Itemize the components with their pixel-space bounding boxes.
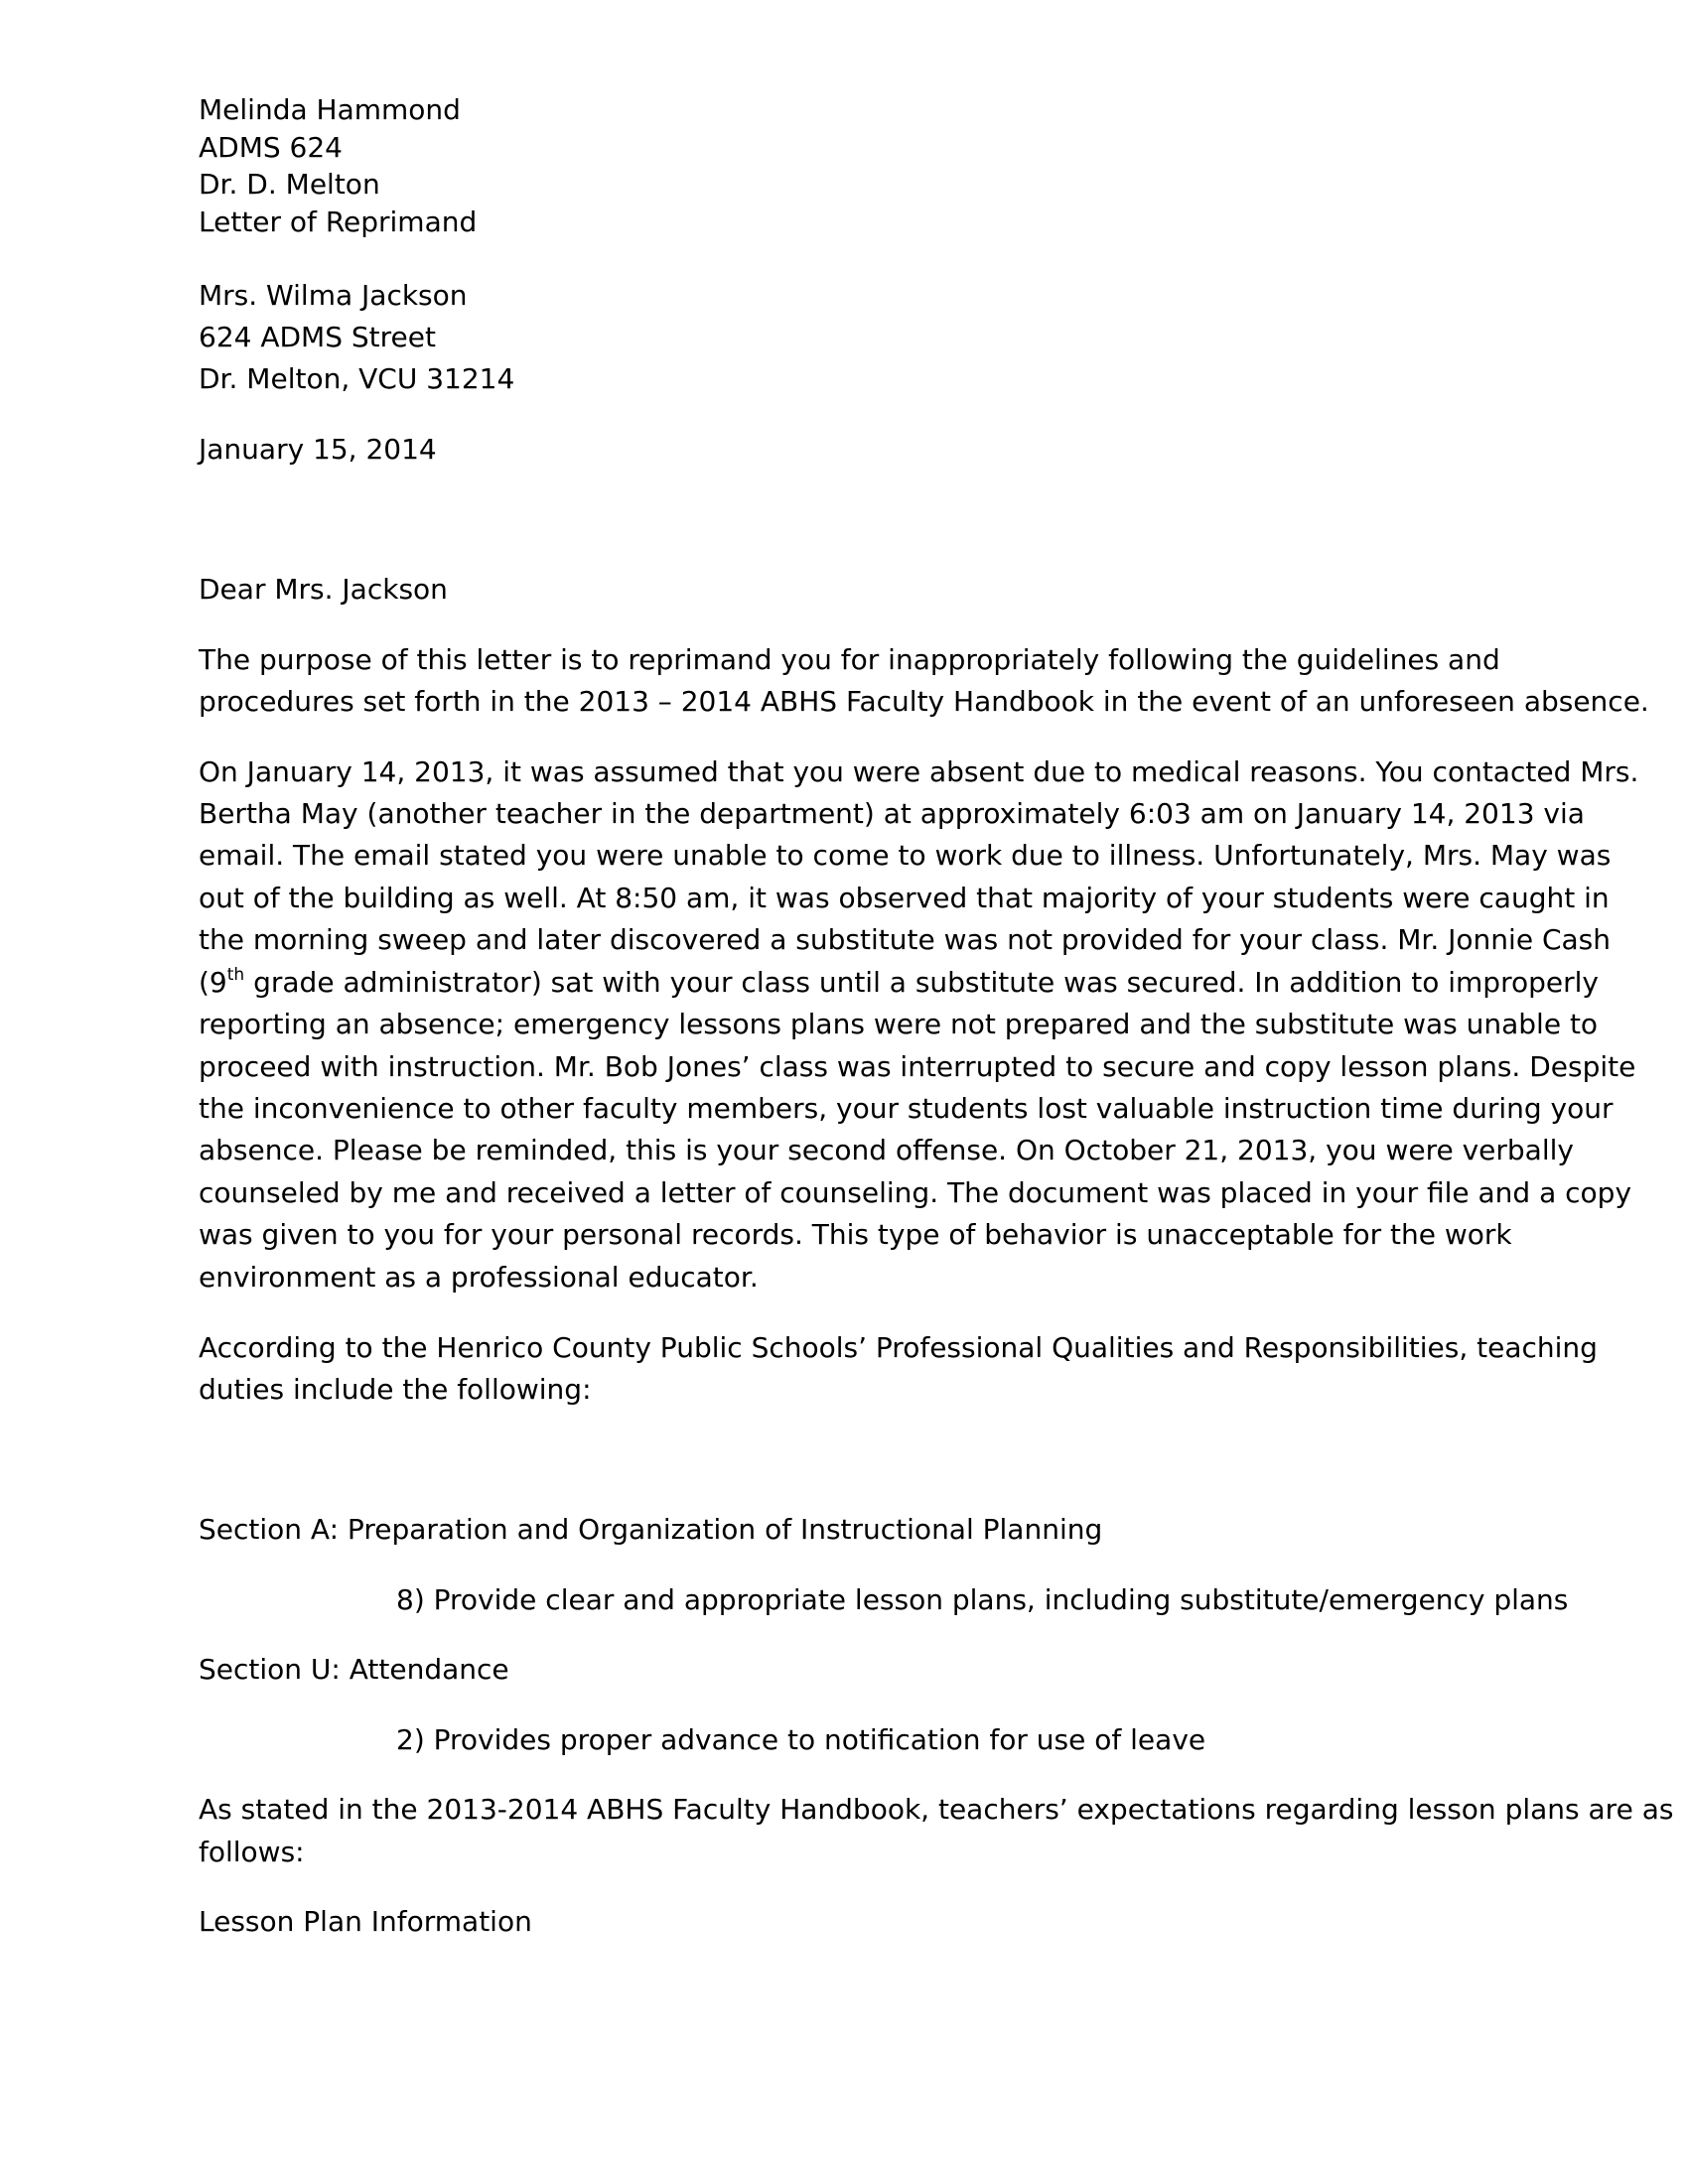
author-name: Melinda Hammond (199, 93, 461, 126)
paragraph-line: was given to you for your personal records. This type of behavior is unacceptable for the work (199, 1218, 1512, 1251)
letter-date: January 15, 2014 (199, 433, 437, 466)
paragraph-line: proceed with instruction. Mr. Bob Jones’ class was interrupted to secure and copy lesson plans. Despite (199, 1050, 1636, 1083)
paragraph-line: out of the building as well. At 8:50 am, it was observed that majority of your students were caught in (199, 882, 1610, 914)
lesson-plan-subheading: Lesson Plan Information (199, 1905, 532, 1938)
paragraph-line: reporting an absence; emergency lessons plans were not prepared and the substitute was unable to (199, 1008, 1599, 1040)
section-a-item: 8) Provide clear and appropriate lesson plans, including substitute/emergency plans (396, 1583, 1569, 1616)
paragraph-line: environment as a professional educator. (199, 1261, 759, 1294)
recipient-name: Mrs. Wilma Jackson (199, 279, 468, 312)
paragraph-line: The purpose of this letter is to reprimand you for inappropriately following the guidelines and (199, 643, 1500, 676)
recipient-city: Dr. Melton, VCU 31214 (199, 362, 515, 395)
recipient-street: 624 ADMS Street (199, 321, 436, 353)
line-rest: grade administrator) sat with your class until a substitute was secured. In addition to improperly (244, 966, 1599, 999)
paragraph-line: counseled by me and received a letter of counseling. The document was placed in your file and a copy (199, 1176, 1632, 1209)
instructor-name: Dr. D. Melton (199, 168, 380, 201)
paragraph-line: On January 14, 2013, it was assumed that you were absent due to medical reasons. You contacted Mrs. (199, 755, 1639, 788)
paragraph-line: the morning sweep and later discovered a substitute was not provided for your class. Mr. Jonnie Cash (199, 923, 1611, 956)
section-a-title: Section A: Preparation and Organization of Instructional Planning (199, 1513, 1103, 1546)
paragraph-line: procedures set forth in the 2013 – 2014 ABHS Faculty Handbook in the event of an unforeseen absence. (199, 685, 1649, 718)
paragraph-line: As stated in the 2013-2014 ABHS Faculty Handbook, teachers’ expectations regarding lesson plans are as (199, 1793, 1674, 1826)
section-u-title: Section U: Attendance (199, 1653, 509, 1686)
salutation: Dear Mrs. Jackson (199, 573, 448, 606)
paragraph-line: follows: (199, 1836, 305, 1868)
paragraph-line-with-superscript (199, 965, 1599, 999)
paragraph-line: the inconvenience to other faculty members, your students lost valuable instruction time during your (199, 1092, 1614, 1125)
paragraph-line: email. The email stated you were unable to come to work due to illness. Unfortunately, Mrs. May was (199, 839, 1612, 872)
assignment-title: Letter of Reprimand (199, 205, 478, 238)
paragraph-line: absence. Please be reminded, this is your second offense. On October 21, 2013, you were verbally (199, 1134, 1574, 1166)
section-u-item: 2) Provides proper advance to notification for use of leave (396, 1723, 1206, 1756)
course-code: ADMS 624 (199, 131, 343, 164)
paragraph-line: Bertha May (another teacher in the department) at approximately 6:03 am on January 14, 2013 via (199, 797, 1585, 830)
paragraph-line: duties include the following: (199, 1373, 592, 1406)
line-prefix: (9 (199, 966, 227, 999)
ordinal-superscript: th (226, 965, 245, 985)
paragraph-line: According to the Henrico County Public Schools’ Professional Qualities and Responsibilities, teaching (199, 1331, 1598, 1364)
